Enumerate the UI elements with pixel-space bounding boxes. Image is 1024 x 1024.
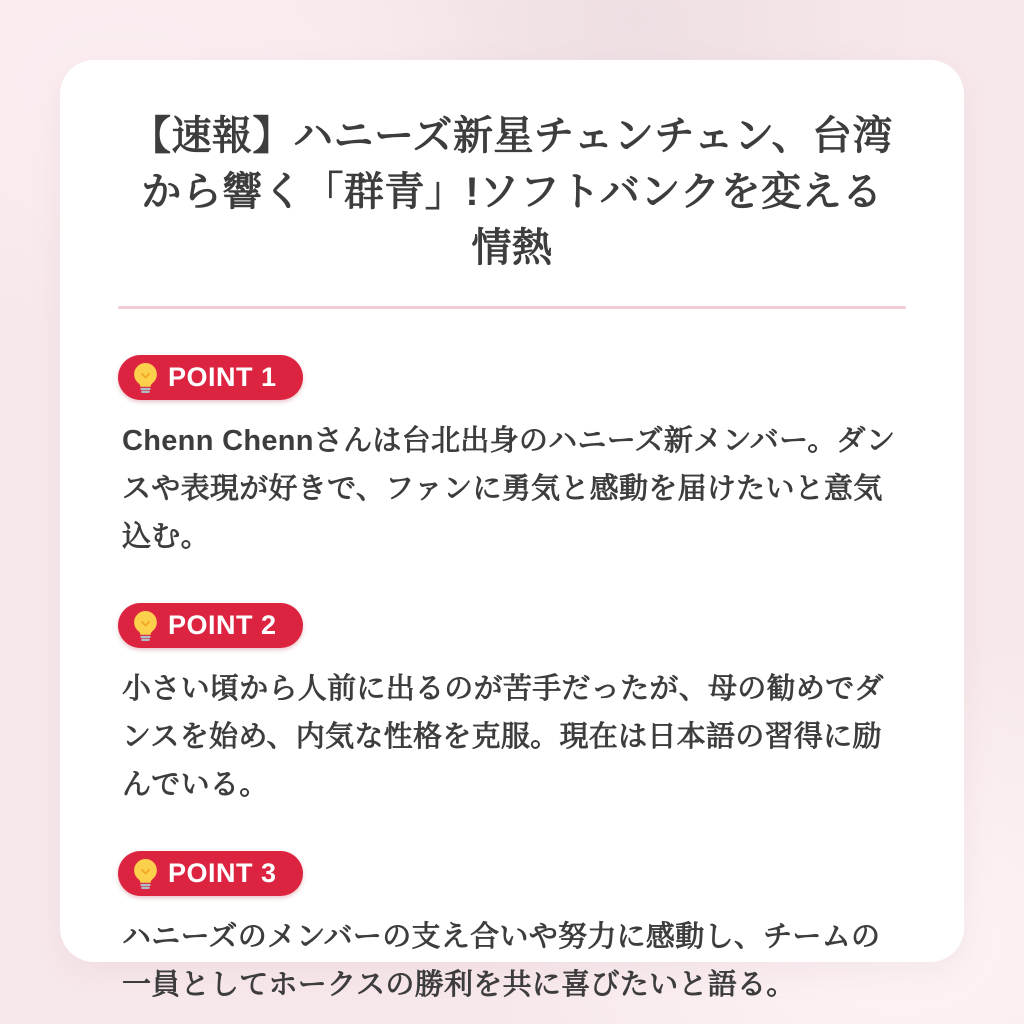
- point-2-text: 小さい頃から人前に出るのが苦手だったが、母の勧めでダンスを始め、内気な性格を克服。現在は日本語の習得に励んでいる。: [122, 673, 884, 801]
- point-1-badge: [118, 355, 303, 400]
- point-1-badge-label: POINT 1: [168, 362, 277, 392]
- point-section-2: [118, 603, 906, 809]
- point-3-text: ハニーズのメンバーの支え合いや努力に感動し、チームの一員としてホークスの勝利を共に喜びたいと語る。: [122, 921, 881, 1001]
- point-2-badge: [118, 603, 303, 648]
- lightbulb-icon: [132, 362, 159, 393]
- card-title: 【速報】ハニーズ新星チェンチェン、台湾から響く「群青」!ソフトバンクを変える情熱: [131, 114, 893, 270]
- point-1-text: Chenn Chennさんは台北出身のハニーズ新メンバー。ダンスや表現が好きで、ファンに勇気と感動を届けたいと意気込む。: [122, 425, 896, 553]
- lightbulb-icon: [132, 610, 159, 641]
- points-list: [118, 355, 906, 1009]
- point-3-badge: [118, 851, 303, 896]
- lightbulb-icon: [132, 858, 159, 889]
- news-card: [60, 60, 964, 1001]
- point-section-3: [118, 851, 906, 1009]
- title-divider: [118, 306, 906, 309]
- point-2-badge-label: POINT 2: [168, 610, 277, 640]
- point-section-1: [118, 355, 906, 561]
- point-3-badge-label: POINT 3: [168, 858, 277, 888]
